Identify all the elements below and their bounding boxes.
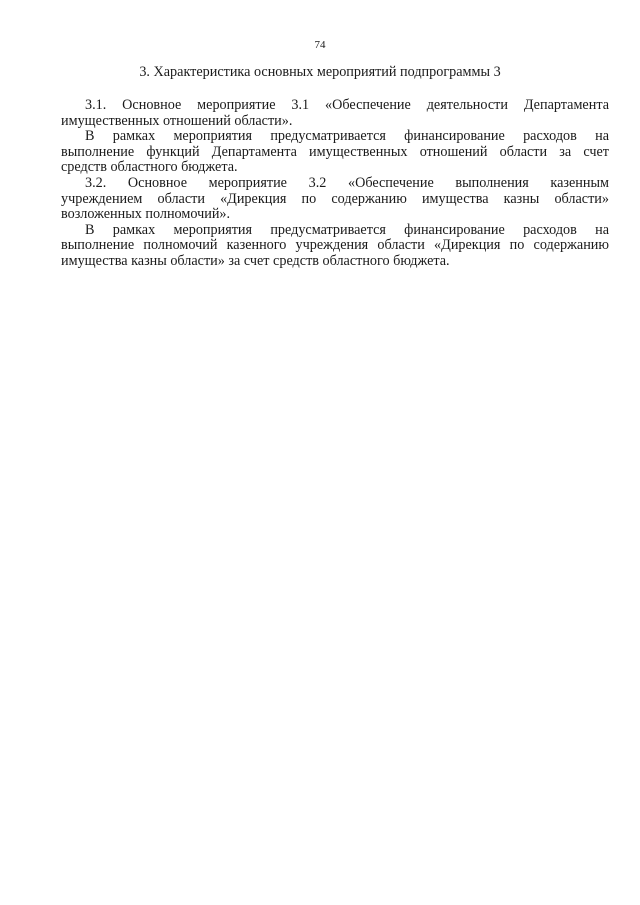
page-number: 74	[314, 39, 326, 51]
paragraph-line: 3.1. Основное мероприятие 3.1 «Обеспечение деятельности Департамента	[85, 97, 609, 113]
paragraph-line: имущества казны области» за счет средств областного бюджета.	[61, 252, 450, 269]
paragraph-3-1-funding	[61, 128, 609, 176]
body-text	[61, 97, 609, 270]
paragraph-line: возложенных полномочий».	[61, 206, 231, 223]
paragraph-3-2	[61, 174, 609, 223]
paragraph-line: средств областного бюджета.	[61, 159, 238, 176]
paragraph-3-1	[61, 97, 609, 129]
paragraph-3-2-funding	[61, 221, 609, 270]
paragraph-line: выполнение функций Департамента имущественных отношений области за счет	[61, 143, 609, 160]
paragraph-line: В рамках мероприятия предусматривается финансирование расходов на	[85, 128, 609, 145]
paragraph-line: 3.2. Основное мероприятие 3.2 «Обеспечение выполнения казенным	[85, 174, 609, 191]
section-heading: 3. Характеристика основных мероприятий подпрограммы 3	[139, 64, 501, 80]
paragraph-line: учреждением области «Дирекция по содержанию имущества казны области»	[61, 190, 609, 207]
paragraph-line: В рамках мероприятия предусматривается финансирование расходов на	[85, 221, 609, 238]
paragraph-line: имущественных отношений области».	[61, 112, 293, 129]
paragraph-line: выполнение полномочий казенного учреждения области «Дирекция по содержанию	[61, 237, 609, 254]
